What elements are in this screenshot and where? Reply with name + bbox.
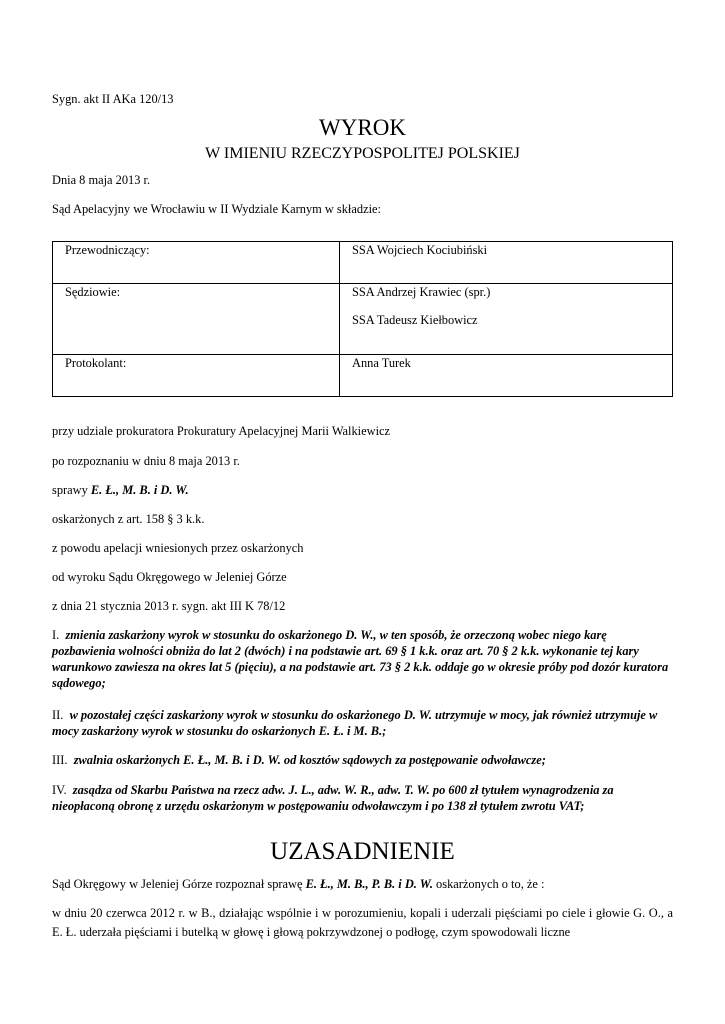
judgment-date-line: z dnia 21 stycznia 2013 r. sygn. akt III K 78/12 bbox=[52, 599, 286, 613]
clerk-name: Anna Turek bbox=[340, 355, 673, 397]
table-row bbox=[53, 355, 673, 397]
ruling-point-text: zwalnia oskarżonych E. Ł., M. B. i D. W. od kosztów sądowych za postępowanie odwoławcze; bbox=[73, 753, 546, 767]
ruling-point-number: III. bbox=[52, 753, 68, 767]
reasons-intro-parties: E. Ł., M. B., P. B. i D. W. bbox=[305, 877, 433, 891]
chair-name: SSA Wojciech Kociubiński bbox=[340, 242, 673, 284]
case-line bbox=[52, 482, 673, 498]
reasons-intro bbox=[52, 876, 673, 892]
judge-name: SSA Andrzej Krawiec (spr.) bbox=[352, 285, 491, 299]
ruling-point bbox=[52, 752, 673, 768]
court-composition-intro: Sąd Apelacyjny we Wrocławiu w II Wydziale Karnym w składzie: bbox=[52, 202, 381, 216]
case-signature: Sygn. akt II AKa 120/13 bbox=[52, 92, 174, 106]
ruling-point-number: I. bbox=[52, 628, 60, 642]
ruling-point bbox=[52, 627, 673, 691]
ruling-point-number: IV. bbox=[52, 783, 67, 797]
judge-name: SSA Tadeusz Kiełbowicz bbox=[352, 313, 478, 327]
reasons-intro-suffix: oskarżonych o to, że : bbox=[432, 877, 545, 891]
ruling-point bbox=[52, 782, 673, 814]
document-title: WYROK bbox=[319, 115, 406, 140]
court-composition-table bbox=[52, 241, 673, 397]
reasons-heading: UZASADNIENIE bbox=[270, 838, 455, 865]
ruling-point-number: II. bbox=[52, 708, 64, 722]
hearing-line: po rozpoznaniu w dniu 8 maja 2013 r. bbox=[52, 454, 240, 468]
judgment-from-line: od wyroku Sądu Okręgowego w Jeleniej Górze bbox=[52, 570, 287, 584]
table-row bbox=[53, 284, 673, 355]
judges-role: Sędziowie: bbox=[53, 284, 340, 355]
table-row bbox=[53, 242, 673, 284]
chair-role: Przewodniczący: bbox=[53, 242, 340, 284]
document-subtitle: W IMIENIU RZECZYPOSPOLITEJ POLSKIEJ bbox=[205, 145, 520, 162]
case-prefix: sprawy bbox=[52, 483, 91, 497]
ruling-point-text: zasądza od Skarbu Państwa na rzecz adw. J. L., adw. W. R., adw. T. W. po 600 zł tytułem wynagrodzenia za nieopłaconą obronę z urzędu oskarżonym w postępowaniu odwoławczym i po 138 zł tytułem zwrotu VAT; bbox=[52, 783, 614, 813]
ruling-point-text: w pozostałej części zaskarżony wyrok w stosunku do oskarżonego D. W. utrzymuje w mocy, jak również utrzymuje w mocy zaskarżony wyrok w stosunku do oskarżonych E. Ł. i M. B.; bbox=[52, 708, 658, 738]
judgment-date: Dnia 8 maja 2013 r. bbox=[52, 173, 151, 187]
reasons-intro-prefix: Sąd Okręgowy w Jeleniej Górze rozpoznał sprawę bbox=[52, 877, 306, 891]
ruling-point-text: zmienia zaskarżony wyrok w stosunku do oskarżonego D. W., w ten sposób, że orzeczoną wobec niego karę pozbawienia wolności obniża do lat 2 (dwóch) i na podstawie art. 69 § 1 k.k. oraz art. 70 § 2 k.k. wykonanie tej kary warunkowo zawiesza na okres lat 5 (pięciu), a na podstawie art. 73 § 2 k.k. oddaje go w okresie próby pod dozór kuratora sądowego; bbox=[52, 628, 669, 690]
reasons-facts: w dniu 20 czerwca 2012 r. w B., działając wspólnie i w porozumieniu, kopali i uderzali pięściami po ciele i głowie G. O., a E. Ł. uderzała pięściami i butelką w głowę i głową pokrzywdzonej o podłogę, czym spowodowali liczne bbox=[52, 906, 673, 939]
appeal-line: z powodu apelacji wniesionych przez oskarżonych bbox=[52, 541, 304, 555]
ruling-point bbox=[52, 707, 673, 739]
prosecutor-line: przy udziale prokuratora Prokuratury Apelacyjnej Marii Walkiewicz bbox=[52, 424, 391, 438]
judges-names bbox=[340, 284, 673, 355]
clerk-role: Protokolant: bbox=[53, 355, 340, 397]
case-parties: E. Ł., M. B. i D. W. bbox=[90, 483, 189, 497]
charges-line: oskarżonych z art. 158 § 3 k.k. bbox=[52, 512, 205, 526]
